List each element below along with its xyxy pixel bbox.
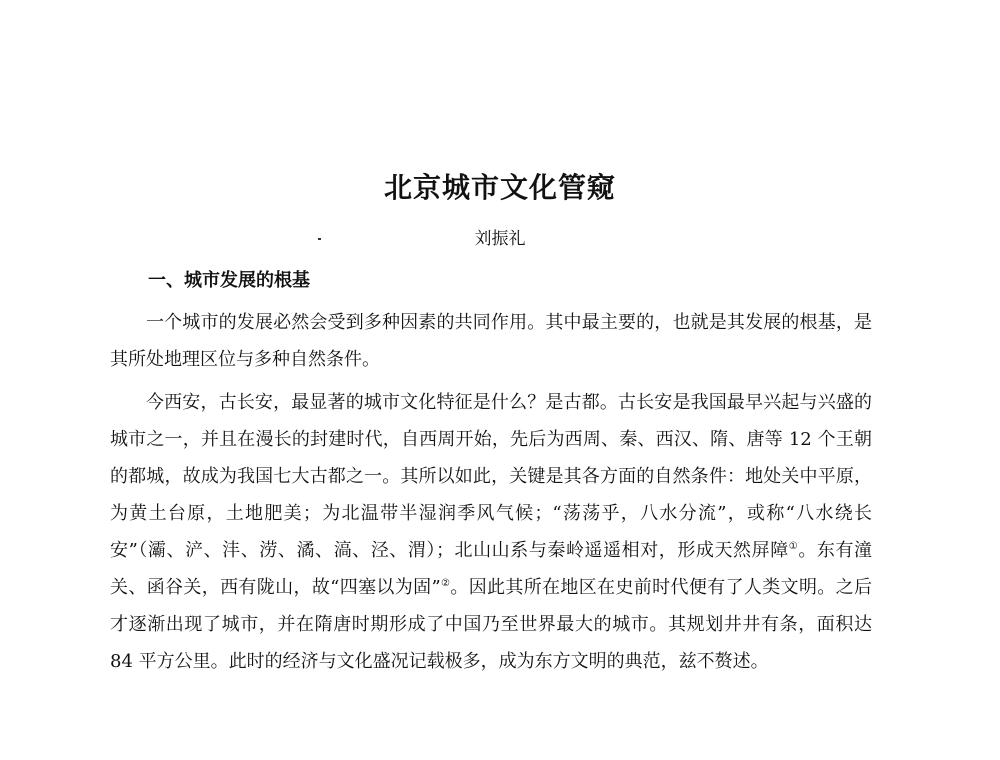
paragraph-2 <box>110 384 872 680</box>
article-title: 北京城市文化管窥 <box>383 171 616 204</box>
footnote-marker-2: ② <box>440 578 451 589</box>
paragraph-2-text-1: 今西安，古长安，最显著的城市文化特征是什么？是古都。古长安是我国最早兴起与兴盛的城市之一，并且在漫长的封建时代，自西周开始，先后为西周、秦、西汉、隋、唐等 12 个王朝的都城，故成为我国七大古都之一。其所以如此，关键是其各方面的自然条件：地处关中平原，为黄土台原，土地肥美；为北温带半湿润季风气候；“荡荡乎，八水分流”，或称“八水绕长安”（灞、浐、沣、涝、潏、滈、泾、渭）；北山山系与秦岭遥遥相对，形成天然屏障 <box>110 392 872 561</box>
article-author: 刘振礼 <box>474 229 526 249</box>
footnote-marker-1: ① <box>788 541 799 552</box>
paragraph-1: 一个城市的发展必然会受到多种因素的共同作用。其中最主要的，也就是其发展的根基，是其所处地理区位与多种自然条件。 <box>110 312 872 370</box>
section-heading: 一、城市发展的根基 <box>148 270 310 291</box>
paragraph-2-text-3: 。因此其所在地区在史前时代便有了人类文明。之后才逐渐出现了城市，并在隋唐时期形成了中国乃至世界最大的城市。其规划井井有条，面积达 84 平方公里。此时的经济与文化盛况记载极多，成为东方文明的典范，兹不赘述。 <box>110 577 873 672</box>
paragraph-2-text-2: 。东有潼关、函谷关，西有陇山，故“四塞以为固” <box>110 540 873 598</box>
